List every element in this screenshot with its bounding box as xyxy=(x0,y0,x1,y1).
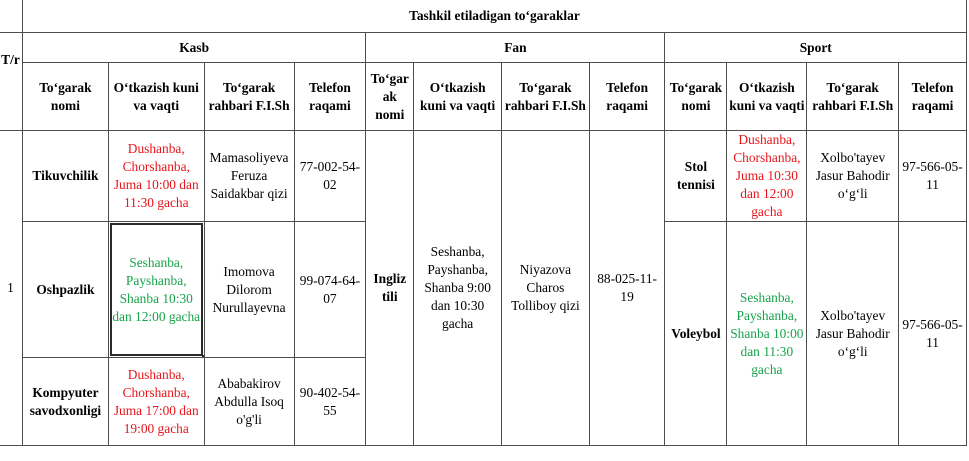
group-header-fan[interactable]: Fan xyxy=(366,33,665,63)
sport-leader-cell[interactable]: Xolbo'tayev Jasur Bahodir o‘g‘li xyxy=(807,222,899,446)
kasb-time-cell[interactable]: Dushanba, Chorshanba, Juma 10:00 dan 11:30 gacha xyxy=(108,131,204,222)
kasb-leader-cell[interactable]: Imomova Dilorom Nurullayevna xyxy=(204,222,294,358)
header-sport-leader[interactable]: To‘garak rahbari F.I.Sh xyxy=(807,63,899,131)
kasb-phone-cell[interactable]: 77-002-54-02 xyxy=(294,131,366,222)
corner-cell[interactable] xyxy=(0,0,22,33)
header-sport-time[interactable]: O‘tkazish kuni va vaqti xyxy=(727,63,807,131)
fan-name-cell[interactable]: Ingliz tili xyxy=(366,131,414,446)
kasb-name-cell[interactable]: Tikuvchilik xyxy=(22,131,108,222)
sport-time-cell[interactable]: Seshanba, Payshanba, Shanba 10:00 dan 11:30 gacha xyxy=(727,222,807,446)
header-kasb-leader[interactable]: To‘garak rahbari F.I.Sh xyxy=(204,63,294,131)
row-number-cell[interactable]: 1 xyxy=(0,131,22,446)
header-fan-time[interactable]: O‘tkazish kuni va vaqti xyxy=(414,63,502,131)
header-sport-name[interactable]: To‘garak nomi xyxy=(665,63,727,131)
header-kasb-phone[interactable]: Telefon raqami xyxy=(294,63,366,131)
header-sport-phone[interactable]: Telefon raqami xyxy=(899,63,967,131)
header-fan-phone[interactable]: Telefon raqami xyxy=(589,63,665,131)
row-number-header[interactable]: T/r xyxy=(0,33,22,131)
sport-name-cell[interactable]: Stol tennisi xyxy=(665,131,727,222)
table-title[interactable]: Tashkil etiladigan to‘garaklar xyxy=(22,0,966,33)
header-fan-name[interactable]: To‘gar ak nomi xyxy=(366,63,414,131)
kasb-phone-cell[interactable]: 99-074-64-07 xyxy=(294,222,366,358)
header-kasb-name[interactable]: To‘garak nomi xyxy=(22,63,108,131)
kasb-time-cell-selected[interactable]: Seshanba, Payshanba, Shanba 10:30 dan 12:00 gacha xyxy=(108,222,204,358)
sport-phone-cell[interactable]: 97-566-05-11 xyxy=(899,222,967,446)
kasb-name-cell[interactable]: Oshpazlik xyxy=(22,222,108,358)
kasb-leader-cell[interactable]: Ababakirov Abdulla Isoq o'g'li xyxy=(204,358,294,446)
fan-phone-cell[interactable]: 88-025-11-19 xyxy=(589,131,665,446)
sport-leader-cell[interactable]: Xolbo'tayev Jasur Bahodir o‘g‘li xyxy=(807,131,899,222)
group-header-sport[interactable]: Sport xyxy=(665,33,967,63)
kasb-name-cell[interactable]: Kompyuter savodxonligi xyxy=(22,358,108,446)
header-fan-leader[interactable]: To‘garak rahbari F.I.Sh xyxy=(502,63,590,131)
header-kasb-time[interactable]: O‘tkazish kuni va vaqti xyxy=(108,63,204,131)
sport-time-cell[interactable]: Dushanba, Chorshanba, Juma 10:30 dan 12:00 gacha xyxy=(727,131,807,222)
fan-time-cell[interactable]: Seshanba, Payshanba, Shanba 9:00 dan 10:30 gacha xyxy=(414,131,502,446)
group-header-kasb[interactable]: Kasb xyxy=(22,33,365,63)
kasb-phone-cell[interactable]: 90-402-54-55 xyxy=(294,358,366,446)
kasb-time-cell[interactable]: Dushanba, Chorshanba, Juma 17:00 dan 19:00 gacha xyxy=(108,358,204,446)
fan-leader-cell[interactable]: Niyazova Charos Tolliboy qizi xyxy=(502,131,590,446)
kasb-leader-cell[interactable]: Mamasoliyeva Feruza Saidakbar qizi xyxy=(204,131,294,222)
sport-phone-cell[interactable]: 97-566-05-11 xyxy=(899,131,967,222)
sport-name-cell[interactable]: Voleybol xyxy=(665,222,727,446)
